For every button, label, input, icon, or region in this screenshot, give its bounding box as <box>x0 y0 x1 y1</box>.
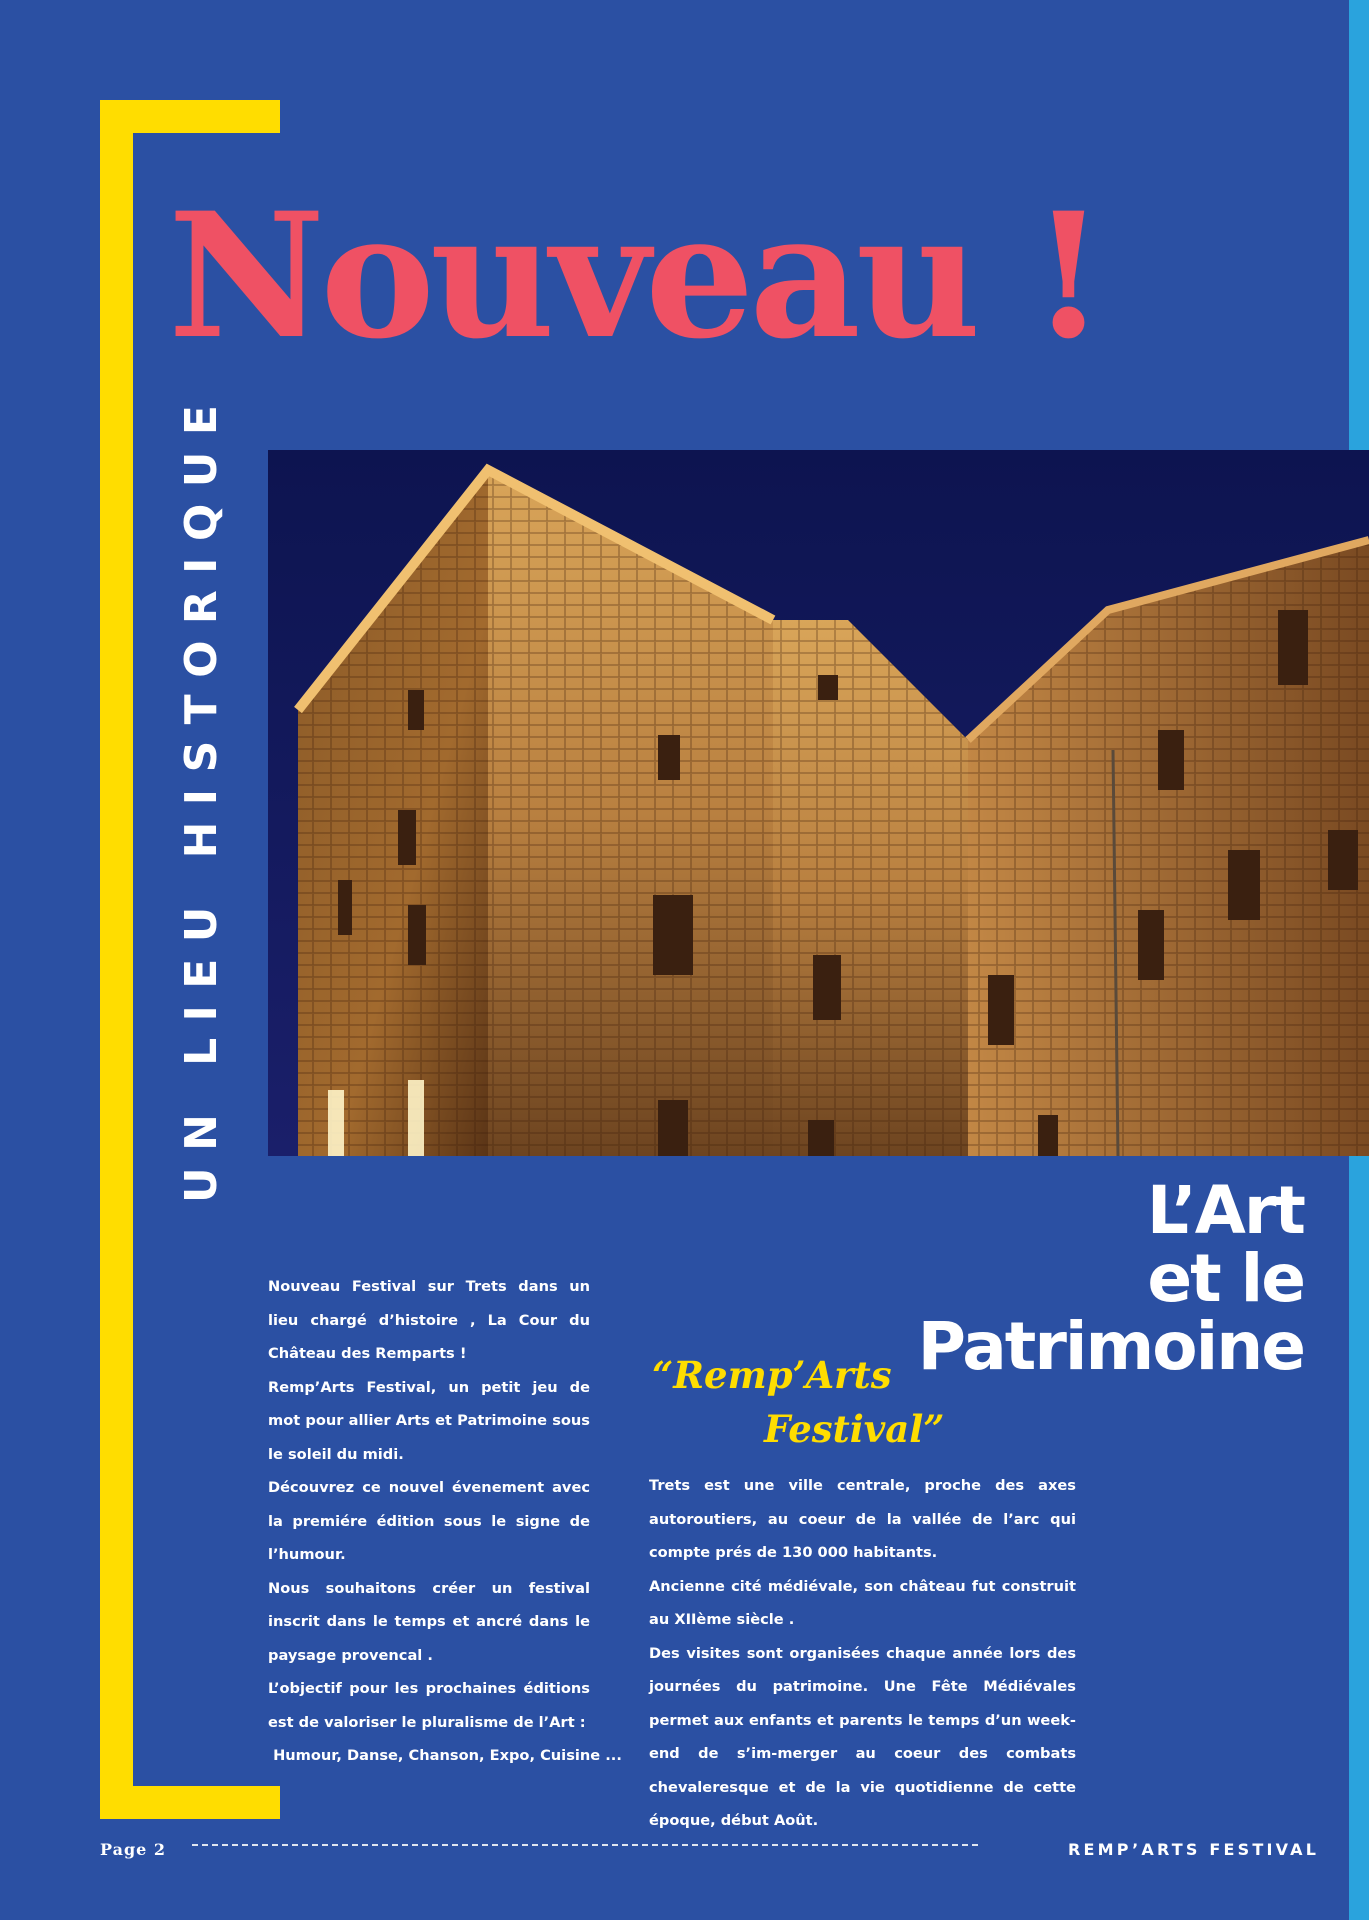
festival-quote <box>652 1348 945 1456</box>
paragraph: Remp’Arts Festival, un petit jeu de mot pour allier Arts et Patrimoine sous le soleil du midi. <box>268 1378 590 1463</box>
paragraph: Ancienne cité médiévale, son château fut construit au XIIème siècle . <box>649 1577 1076 1628</box>
paragraph: Découvrez ce nouvel évenement avec la premiére édition sous le signe de l’humour. <box>268 1479 590 1563</box>
quote-line-1: “Remp’Arts <box>652 1353 892 1397</box>
paragraph: L’objectif pour les prochaines éditions est de valoriser le pluralisme de l’Art : <box>268 1680 590 1731</box>
page-title: Nouveau ! <box>168 174 1102 377</box>
paragraph: Nous souhaitons créer un festival inscrit dans le temps et ancré dans le paysage provencal . <box>268 1579 590 1664</box>
section-title-line-3: Patrimoine <box>917 1308 1304 1385</box>
section-title-line-2: et le <box>1147 1240 1304 1317</box>
right-text-column <box>649 1469 1076 1838</box>
yellow-bracket-bottom <box>100 1786 280 1819</box>
paragraph: Nouveau Festival sur Trets dans un lieu chargé d’histoire , La Cour du Château des Remparts ! <box>268 1278 590 1362</box>
chateau-photo <box>268 450 1369 1156</box>
section-title-line-1: L’Art <box>1146 1172 1304 1249</box>
left-text-column <box>268 1270 622 1773</box>
footer-divider <box>192 1844 978 1846</box>
paragraph: Des visites sont organisées chaque année lors des journées du patrimoine. Une Fête Médiévales permet aux enfants et parents le temps d’un week-end de s’im-merger au coeur des combats chevaleresque et de la vie quotidienne de cette époque, début Août. <box>649 1644 1076 1829</box>
page-number: Page 2 <box>100 1840 167 1859</box>
paragraph: Trets est une ville centrale, proche des axes autoroutiers, au coeur de la vallée de l’arc qui compte prés de 130 000 habitants. <box>649 1477 1076 1561</box>
yellow-bracket-bar <box>100 100 133 1819</box>
footer-brand: REMP’ARTS FESTIVAL <box>1068 1840 1320 1859</box>
yellow-bracket-top <box>100 100 280 133</box>
quote-line-2: Festival” <box>764 1407 945 1451</box>
vertical-section-label: UN LIEU HISTORIQUE <box>176 388 227 1203</box>
paragraph: Humour, Danse, Chanson, Expo, Cuisine ... <box>268 1747 622 1764</box>
section-title <box>917 1172 1304 1385</box>
